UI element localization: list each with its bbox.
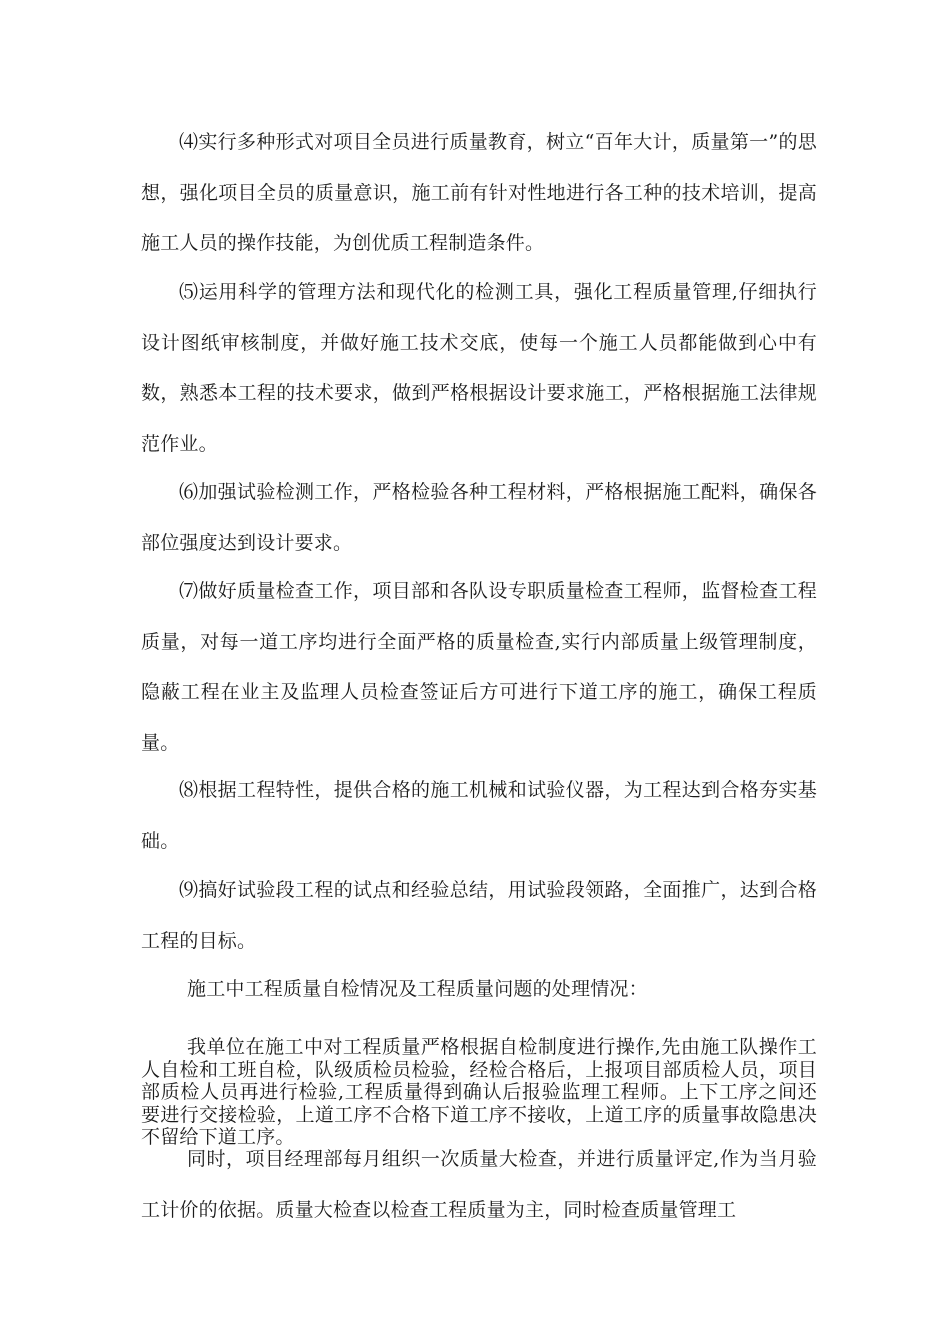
paragraph-item-7: ⑺做好质量检查工作，项目部和各队设专职质量检查工程师，监督检查工程质量，对每一道工序均进行全面严格的质量检查,实行内部质量上级管理制度，隐蔽工程在业主及监理人员检查签证后方可进行下道工序的施工，确保工程质量。 [141, 580, 817, 754]
paragraph-item-5: ⑸运用科学的管理方法和现代化的检测工具，强化工程质量管理,仔细执行设计图纸审核制度，并做好施工技术交底，使每一个施工人员都能做到心中有数，熟悉本工程的技术要求，做到严格根据设计要求施工，严格根据施工法律规范作业。 [141, 281, 817, 455]
paragraph-item-8: ⑻根据工程特性，提供合格的施工机械和试验仪器，为工程达到合格夯实基础。 [141, 779, 817, 852]
paragraph-monthly-inspection: 同时，项目经理部每月组织一次质量大检查，并进行质量评定,作为当月验工计价的依据。质量大检查以检查工程质量为主，同时检查质量管理工 [141, 1148, 817, 1221]
paragraph-item-4: ⑷实行多种形式对项目全员进行质量教育，树立“百年大计，质量第一”的思想，强化项目全员的质量意识，施工前有针对性地进行各工种的技术培训，提高施工人员的操作技能，为创优质工程制造条件。 [141, 131, 817, 254]
paragraph-self-inspection: 我单位在施工中对工程质量严格根据自检制度进行操作,先由施工队操作工人自检和工班自检，队级质检员检验，经检合格后，上报项目部质检人员，项目部质检人员再进行检验,工程质量得到确认后报验监理工程师。上下工序之间还要进行交接检验，上道工序不合格下道工序不接收，上道工序的质量事故隐患决不留给下道工序。 [141, 1036, 817, 1148]
section-heading: 施工中工程质量自检情况及工程质量问题的处理情况： [187, 978, 648, 1000]
paragraph-item-6: ⑹加强试验检测工作，严格检验各种工程材料，严格根据施工配料，确保各部位强度达到设计要求。 [141, 481, 817, 554]
paragraph-item-9: ⑼搞好试验段工程的试点和经验总结，用试验段领路，全面推广，达到合格工程的目标。 [141, 879, 817, 952]
